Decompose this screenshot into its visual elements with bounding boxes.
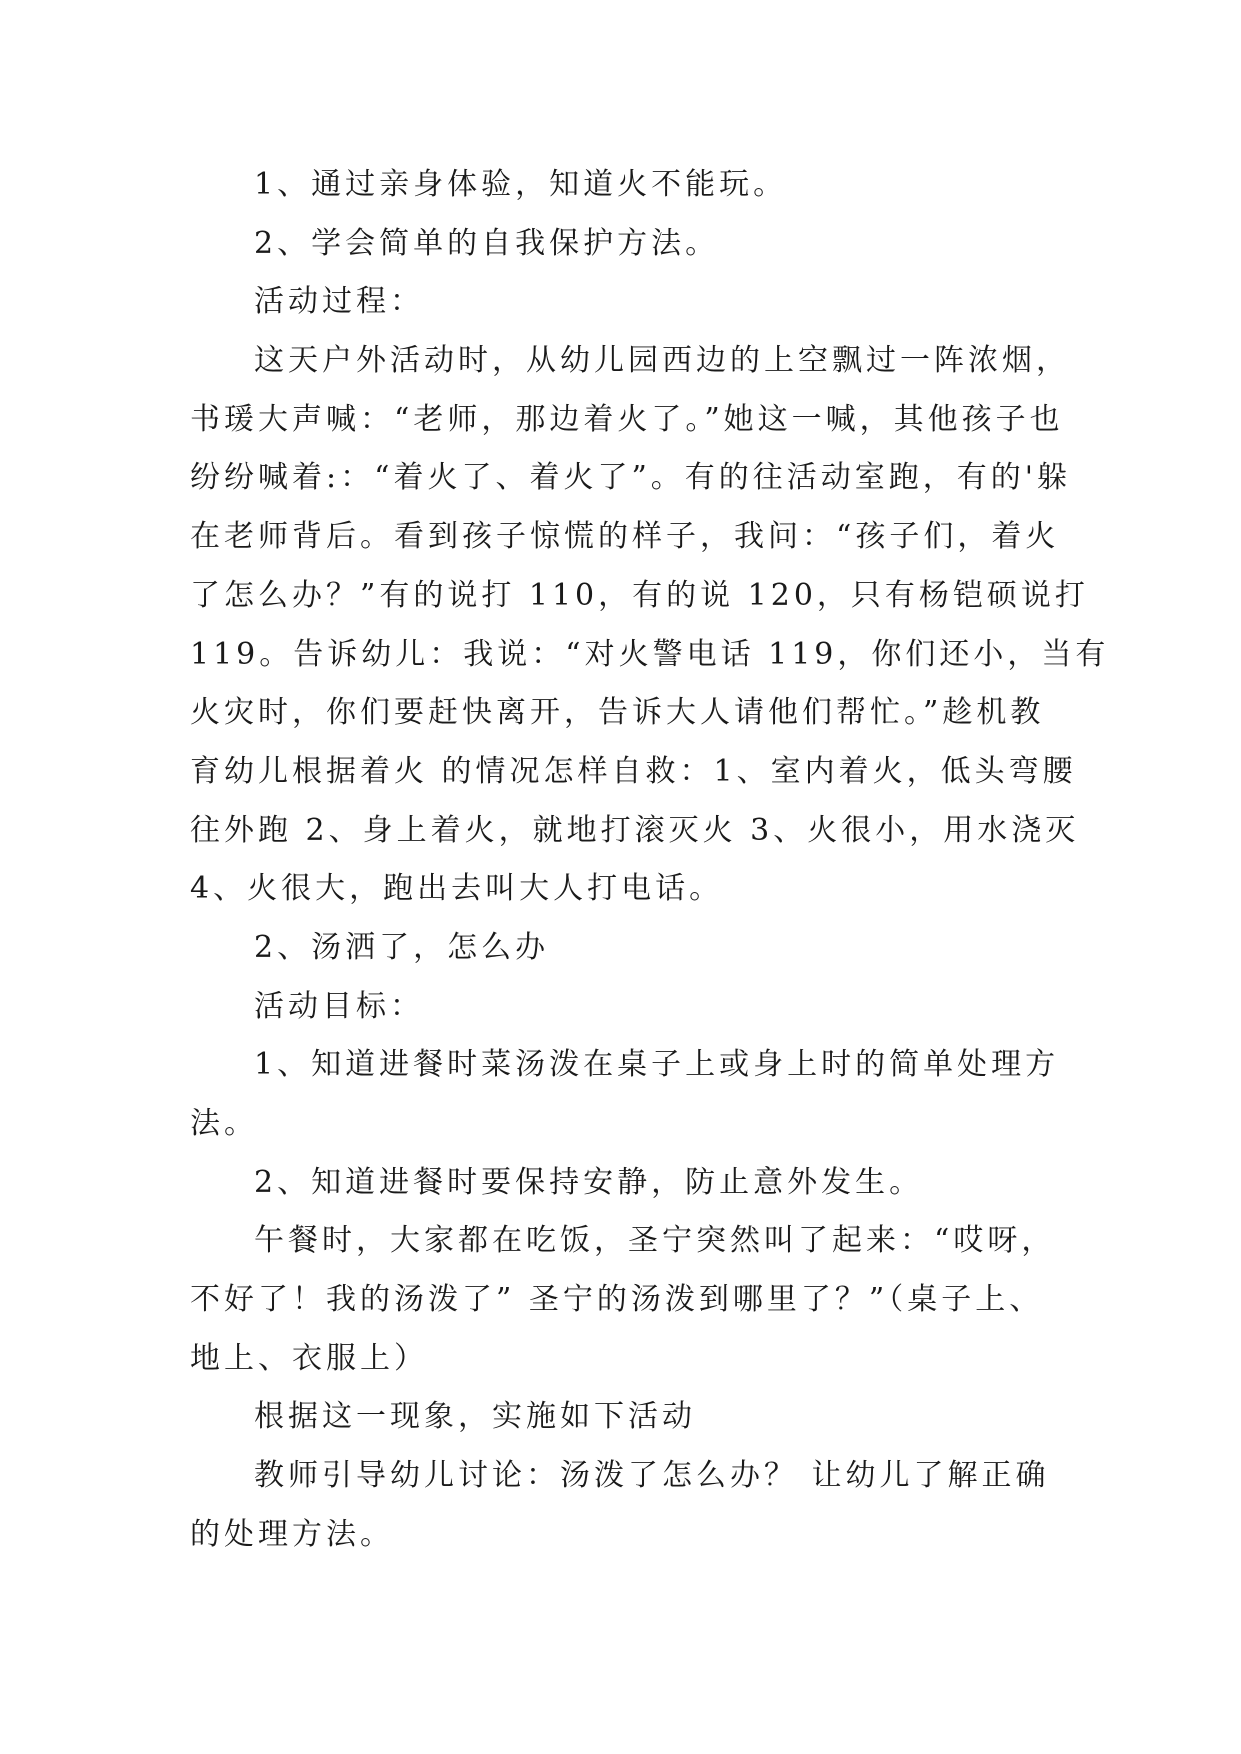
document-page [190, 156, 1110, 1565]
text-line: 2、学会简单的自我保护方法。 [254, 225, 720, 261]
text-line: 火灾时，你们要赶快离开，告诉大人请他们帮忙。”趁机教 [190, 695, 1045, 731]
text-line: 4、火很大，跑出去叫大人打电话。 [190, 871, 724, 907]
section-heading: 2、汤洒了，怎么办 [254, 929, 550, 965]
text-line: 教师引导幼儿讨论：汤泼了怎么办？ 让幼儿了解正确 [254, 1458, 1050, 1494]
text-line: 2、知道进餐时要保持安静，防止意外发生。 [254, 1164, 924, 1200]
text-line: 地上、衣服上） [190, 1340, 428, 1376]
text-line: 根据这一现象，实施如下活动 [254, 1399, 696, 1435]
section-heading: 活动过程： [254, 284, 424, 320]
text-line: 的处理方法。 [190, 1516, 394, 1552]
text-line: 在老师背后。看到孩子惊慌的样子，我问：“孩子们，着火 [190, 519, 1060, 555]
text-line: 1、知道进餐时菜汤泼在桌子上或身上时的简单处理方 [254, 1047, 1060, 1083]
text-line: 1、通过亲身体验，知道火不能玩。 [254, 167, 788, 202]
text-line: 了怎么办？”有的说打 110，有的说 120，只有杨铠硕说打 [190, 577, 1089, 613]
text-line: 纷纷喊着:：“着火了、着火了”。有的往活动室跑，有的'躲 [190, 460, 1072, 496]
text-line: 书瑗大声喊：“老师，那边着火了。”她这一喊，其他孩子也 [190, 401, 1064, 437]
text-line: 午餐时，大家都在吃饭，圣宁突然叫了起来：“哎呀， [254, 1223, 1056, 1259]
text-line: 法。 [190, 1106, 258, 1141]
text-line: 育幼儿根据着火 的情况怎样自救：1、室内着火，低头弯腰 [190, 753, 1077, 789]
text-line: 119。告诉幼儿：我说：“对火警电话 119，你们还小，当有 [190, 636, 1110, 672]
section-heading: 活动目标： [254, 988, 424, 1024]
text-line: 不好了！我的汤泼了” 圣宁的汤泼到哪里了？”（桌子上、 [190, 1282, 1044, 1318]
text-line: 往外跑 2、身上着火，就地打滚灭火 3、火很小，用水浇灭 [190, 812, 1080, 848]
text-line: 这天户外活动时，从幼儿园西边的上空飘过一阵浓烟， [254, 343, 1070, 379]
